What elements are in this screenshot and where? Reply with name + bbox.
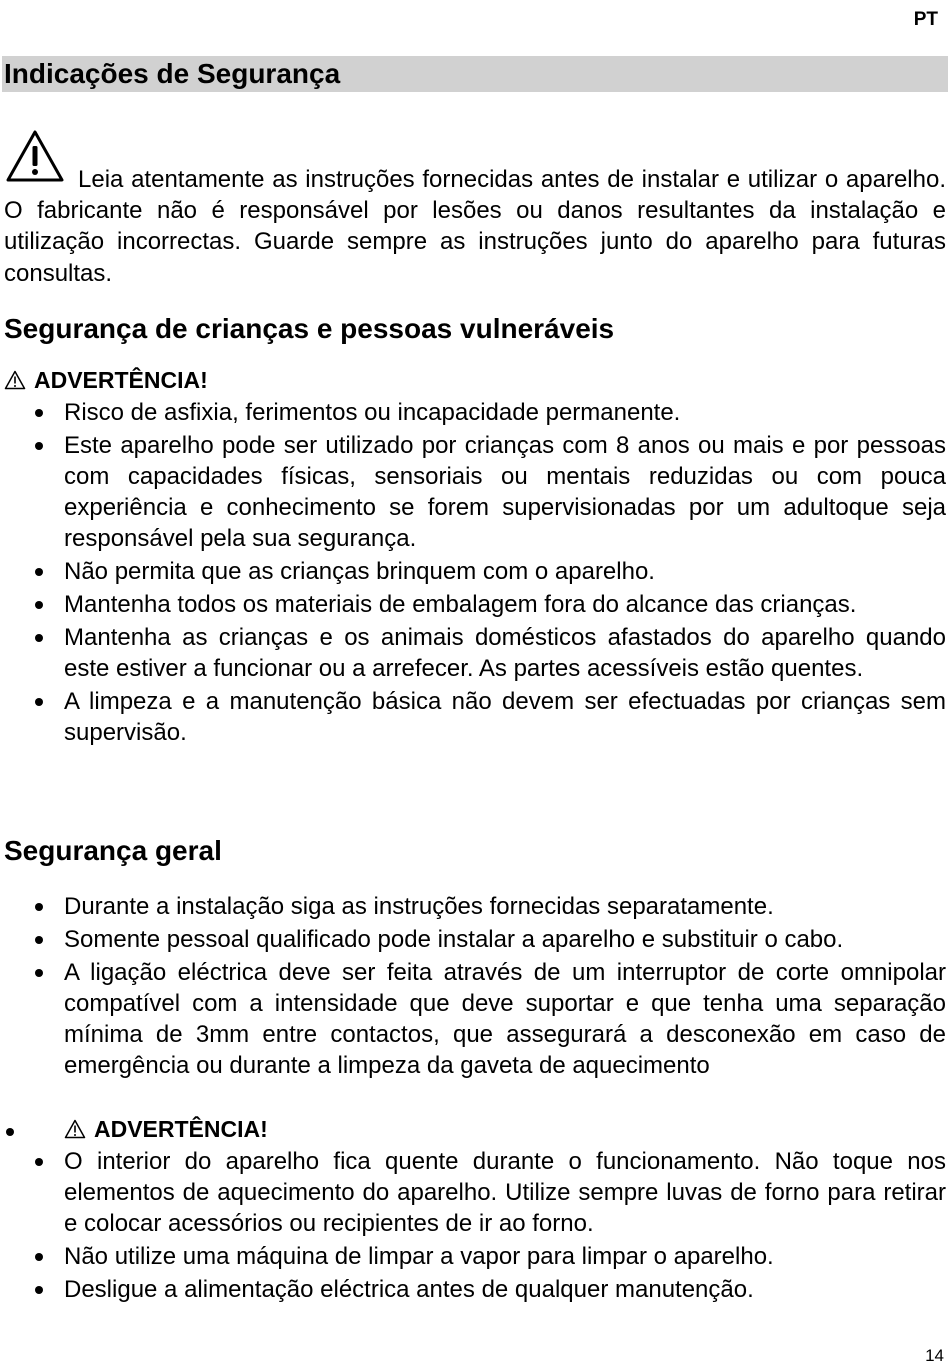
bullet-dot bbox=[35, 969, 43, 977]
list-item bbox=[0, 589, 946, 620]
warning-label-text: ADVERTÊNCIA! bbox=[94, 1116, 268, 1142]
intro-text: Leia atentamente as instruções fornecidas antes de instalar e utilizar o aparelho. O fabricante não é responsável por lesões ou danos resultantes da instalação e utilização incorrectas. Guarde sempre as instruções junto do aparelho para futuras consultas. bbox=[4, 166, 946, 287]
warning-label-text: ADVERTÊNCIA! bbox=[34, 367, 208, 393]
list-item-text: A limpeza e a manutenção básica não devem ser efectuadas por crianças sem supervisão. bbox=[64, 687, 946, 746]
bullet-dot bbox=[35, 601, 43, 609]
list-item-text: Desligue a alimentação eléctrica antes de qualquer manutenção. bbox=[64, 1276, 754, 1303]
list-item bbox=[0, 430, 946, 555]
bullet-dot bbox=[35, 442, 43, 450]
section-title-children: Segurança de crianças e pessoas vulneráveis bbox=[4, 313, 615, 344]
list-item-text: Mantenha todos os materiais de embalagem fora do alcance das crianças. bbox=[64, 591, 857, 618]
list-item-text: Somente pessoal qualificado pode instalar a aparelho e substituir o cabo. bbox=[64, 925, 844, 953]
list-item bbox=[0, 957, 946, 1082]
list-item bbox=[0, 891, 946, 922]
list-item-text: Não permita que as crianças brinquem com o aparelho. bbox=[64, 558, 655, 586]
list-item-text: Não utilize uma máquina de limpar a vapor para limpar o aparelho. bbox=[64, 1243, 774, 1271]
warning-triangle-icon bbox=[4, 370, 26, 390]
bullet-dot bbox=[35, 903, 43, 911]
warning-label-general bbox=[64, 1114, 268, 1144]
general-safety-list-after-warning bbox=[0, 1146, 946, 1307]
page-title: Indicações de Segurança bbox=[4, 58, 341, 89]
list-item-text: Mantenha as crianças e os animais domésticos afastados do aparelho quando este estiver a funcionar ou a arrefecer. As partes acessíveis estão quentes. bbox=[64, 623, 946, 682]
bullet-dot bbox=[35, 1158, 43, 1166]
list-item bbox=[0, 397, 946, 428]
warning-triangle-icon bbox=[4, 128, 66, 186]
bullet-dot bbox=[35, 409, 43, 417]
warning-label-children bbox=[4, 365, 208, 395]
list-item-text: Este aparelho pode ser utilizado por crianças com 8 anos ou mais e por pessoas com capacidades físicas, sensoriais ou mentais reduzidas ou com pouca experiência e conhecimento se forem supervisionadas por um adultoque seja responsável pela sua segurança. bbox=[64, 431, 946, 553]
bullet-dot bbox=[35, 568, 43, 576]
bullet-dot bbox=[6, 1128, 14, 1136]
bullet-dot bbox=[35, 1253, 43, 1261]
list-item-text: A ligação eléctrica deve ser feita através de um interruptor de corte omnipolar compatível com a intensidade que deve suportar e que tenha uma separação mínima de 3mm entre contactos, que assegurará a desconexão em caso de emergência ou durante a limpeza da gaveta de aquecimento bbox=[64, 958, 946, 1080]
list-item-text: Durante a instalação siga as instruções fornecidas separatamente. bbox=[64, 893, 774, 920]
intro-block bbox=[4, 128, 946, 289]
list-item bbox=[0, 686, 946, 748]
list-item bbox=[0, 1146, 946, 1240]
section-title-general: Segurança geral bbox=[4, 835, 222, 866]
list-item-text: Risco de asfixia, ferimentos ou incapacidade permanente. bbox=[64, 399, 681, 426]
bullet-dot bbox=[35, 698, 43, 706]
language-code: PT bbox=[913, 9, 938, 30]
bullet-dot bbox=[35, 634, 43, 642]
list-item bbox=[0, 1274, 946, 1305]
warning-triangle-icon bbox=[64, 1119, 86, 1139]
bullet-dot bbox=[35, 1286, 43, 1294]
list-item bbox=[0, 622, 946, 684]
list-item bbox=[0, 1241, 946, 1272]
general-safety-list bbox=[0, 891, 946, 1083]
page-number: 14 bbox=[925, 1346, 944, 1365]
list-item-text: O interior do aparelho fica quente durante o funcionamento. Não toque nos elementos de aquecimento do aparelho. Utilize sempre luvas de forno para retirar e colocar acessórios ou recipientes de ir ao forno. bbox=[64, 1148, 946, 1238]
list-item bbox=[0, 556, 946, 587]
children-safety-list bbox=[0, 397, 946, 750]
bullet-dot bbox=[35, 936, 43, 944]
list-item bbox=[0, 924, 946, 955]
